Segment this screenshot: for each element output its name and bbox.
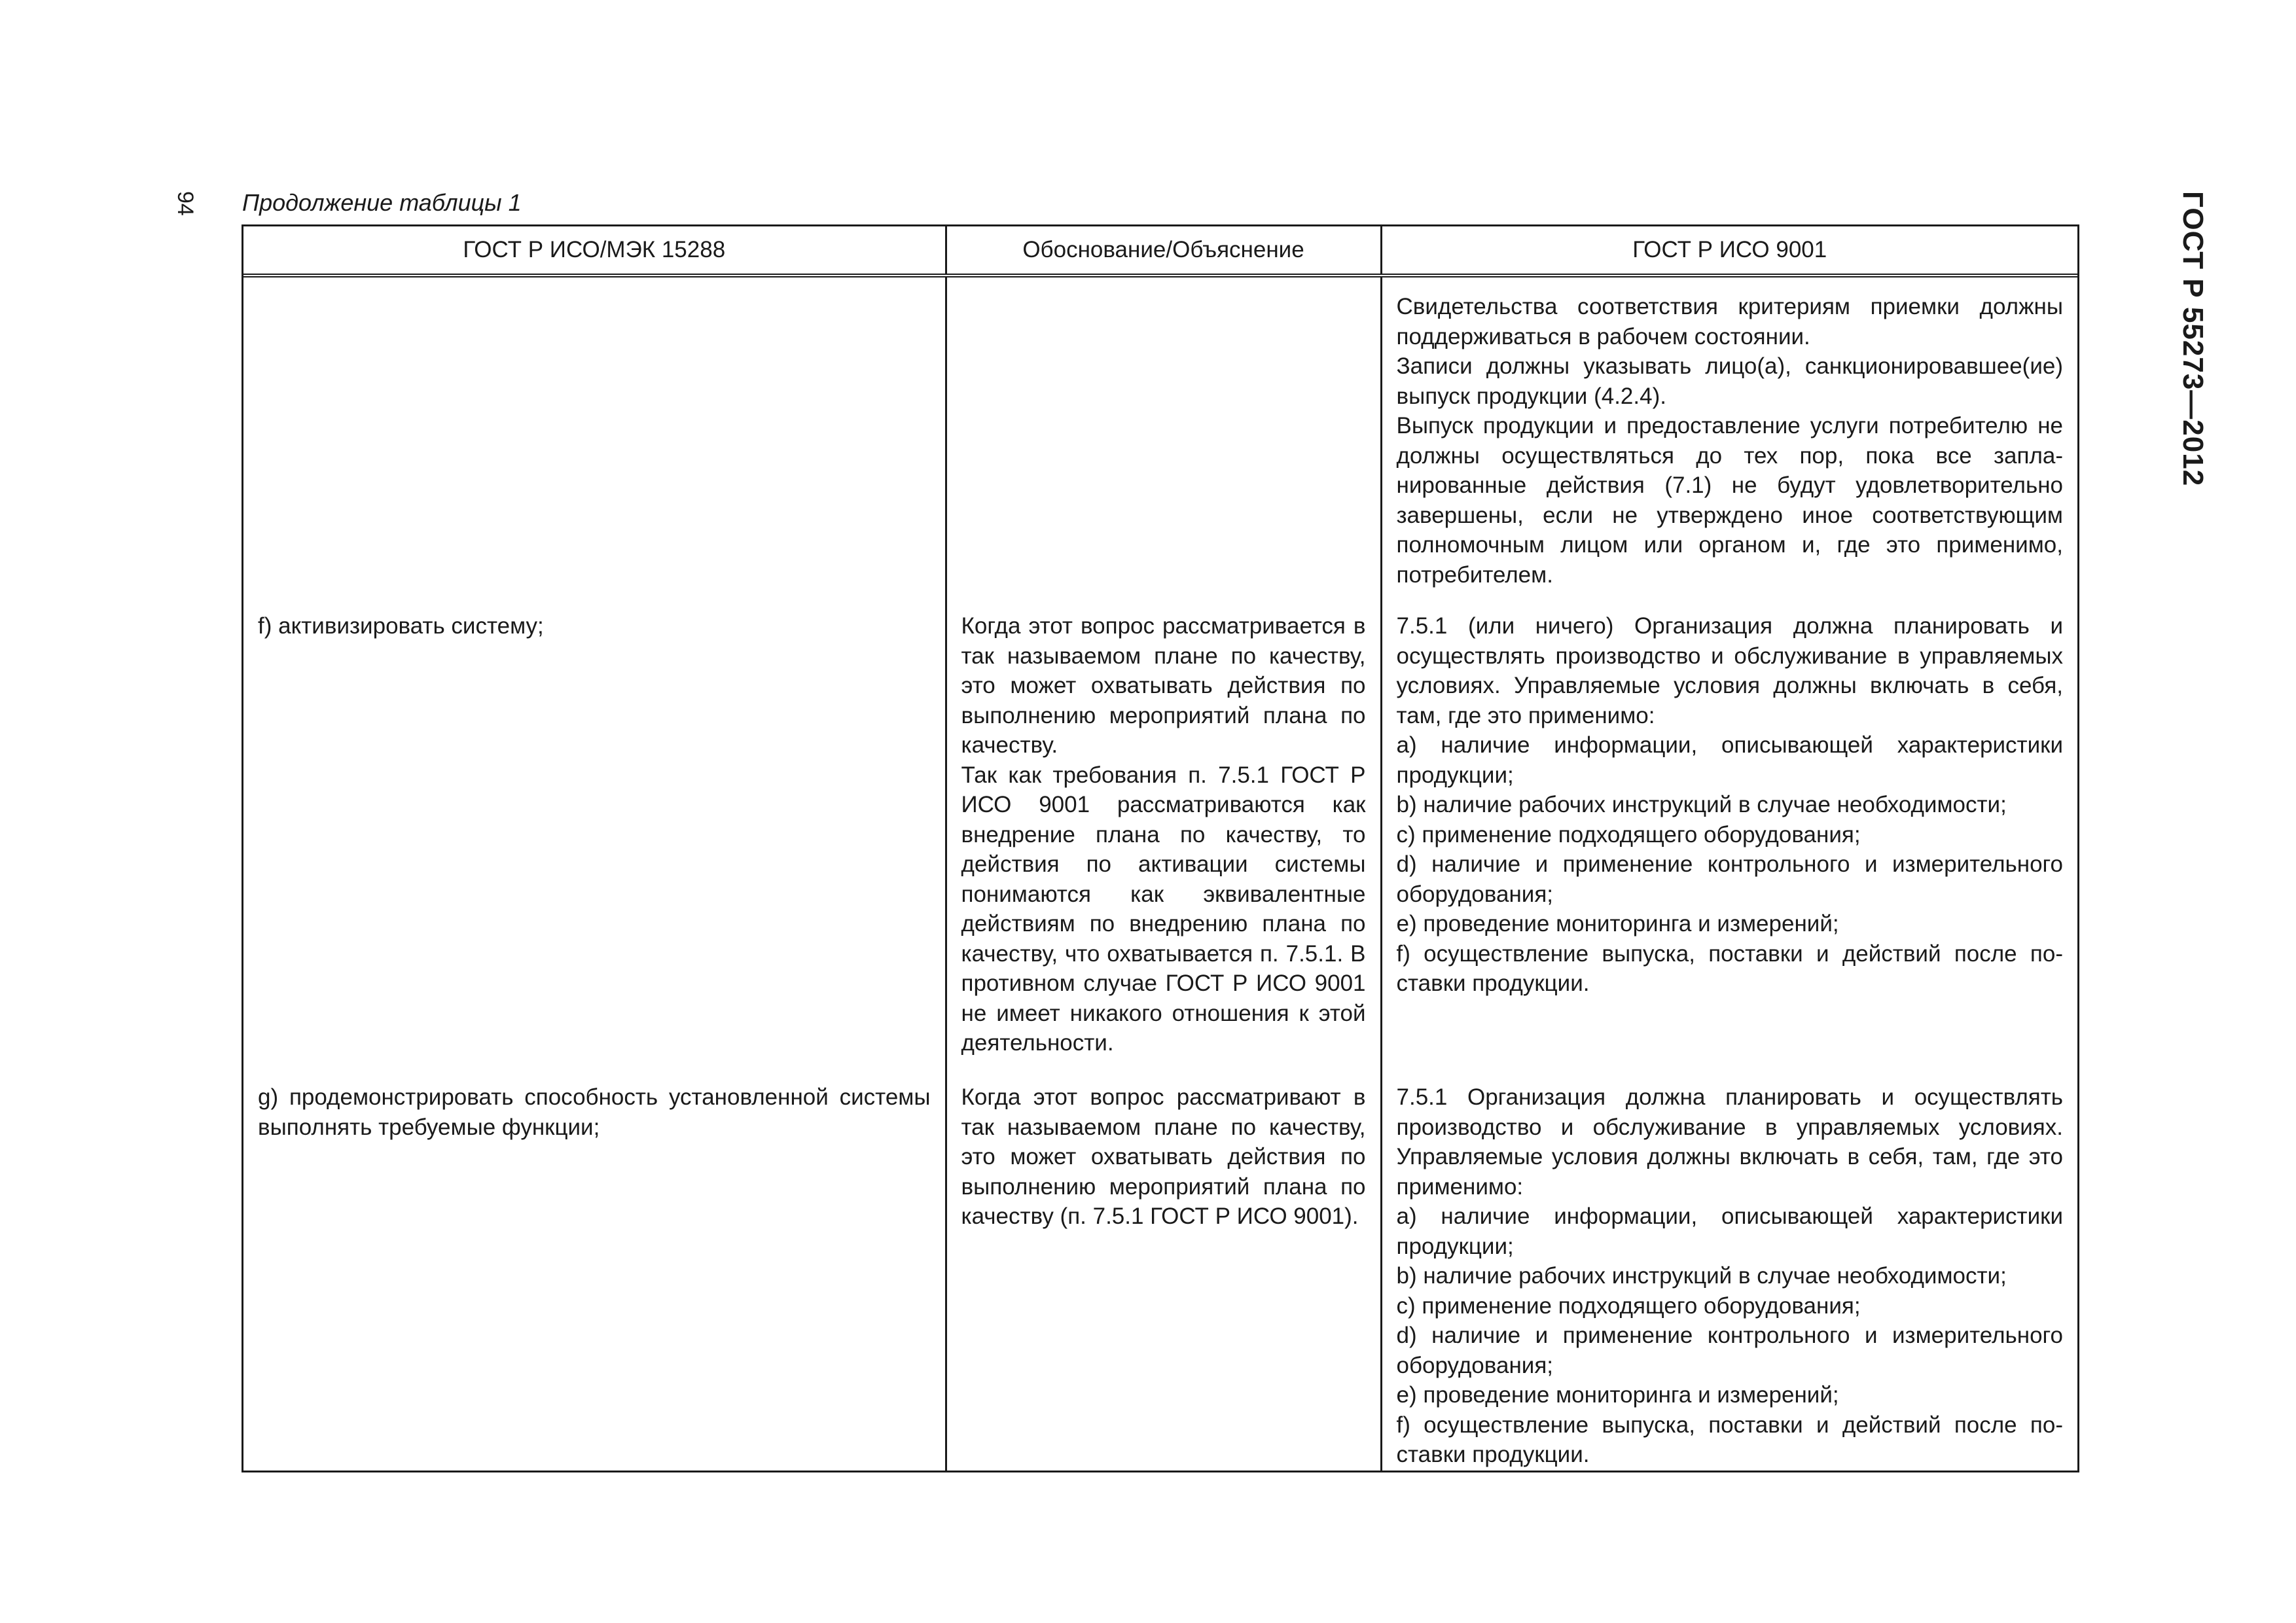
cell-paragraph: g) продемонстрировать способность установленной системы выполнять требуемые функции; [258,1084,931,1140]
cell-paragraph: 7.5.1 Организация должна планировать и осуществлять производство и обслуживание в управляемых условиях. Управляемые условия должны включать в себя, там, где это применимо: [1396,1084,2063,1200]
list-item: e) проведение мониторинга и измерений; [1396,911,1839,936]
cell-paragraph: Выпуск продукции и предоставление услуги потребителю не должны осуществляться до тех пор, пока все запланированные действия (7.1) не будут удовлетворительно завершены, если не утверждено иное соответствующим полномочным лицом или органом и, где это применимо, потребителем. [1396,413,2063,588]
comparison-table [242,224,2079,1472]
table-header-row [243,226,2077,276]
list-item: a) наличие информации, описывающей характеристики продукции; [1396,732,2063,788]
list-item: f) осуществление выпуска, поставки и действий после поставки продукции. [1396,940,2063,996]
cell-paragraph: Когда этот вопрос рассматривают в так называемом плане по качеству, это может охватывать действия по выполнению мероприятий плана по качеству (п. 7.5.1 ГОСТ Р ИСО 9001). [961,1084,1366,1229]
table-cell [243,603,946,1073]
table-cell [1381,276,2077,603]
list-item: c) применение подходящего оборудования; [1396,1293,1861,1319]
list-item: c) применение подходящего оборудования; [1396,821,1861,847]
column-header: ГОСТ Р ИСО/МЭК 15288 [243,226,946,276]
table-cell [243,1073,946,1471]
column-header: ГОСТ Р ИСО 9001 [1381,226,2077,276]
list-item: b) наличие рабочих инструкций в случае необходимости; [1396,792,2007,817]
page-number: 94 [173,191,198,216]
cell-paragraph: Свидетельства соответствия критериям приемки должны поддерживаться в рабочем состоянии. [1396,294,2063,349]
table-cell [946,276,1381,603]
list-item: d) наличие и применение контрольного и измерительного оборудования; [1396,851,2063,907]
table-cell [946,1073,1381,1471]
cell-paragraph: Записи должны указывать лицо(а), санкционировавшее(ие) выпуск продукции (4.2.4). [1396,353,2063,409]
table-row [243,1073,2077,1471]
table-row [243,276,2077,603]
cell-paragraph: 7.5.1 (или ничего) Организация должна планировать и осуществлять производство и обслуживание в управляемых условиях. Управляемые условия должны включать в себя, там, где это применимо: [1396,613,2063,728]
table-cell [243,276,946,603]
list-item: b) наличие рабочих инструкций в случае необходимости; [1396,1263,2007,1289]
cell-paragraph: Так как требования п. 7.5.1 ГОСТ Р ИСО 9001 рассматриваются как внедрение плана по качеству, то действия по активации системы понимаются как эквивалентные действиям по внедрению плана по качеству, что охватывается п. 7.5.1. В противном случае ГОСТ Р ИСО 9001 не имеет никакого отношения к этой деятельности. [961,762,1366,1056]
list-item: f) осуществление выпуска, поставки и действий после поставки продукции. [1396,1412,2063,1467]
list-item: a) наличие информации, описывающей характеристики продукции; [1396,1204,2063,1259]
table-row [243,603,2077,1073]
table-caption: Продолжение таблицы 1 [242,189,522,216]
table-cell [1381,603,2077,1073]
cell-paragraph: Когда этот вопрос рассматривается в так называемом плане по качеству, это может охватывать действия по выполнению мероприятий плана по качеству. [961,613,1366,758]
table-cell [946,603,1381,1073]
running-title: ГОСТ Р 55273—2012 [2177,191,2209,487]
cell-paragraph: f) активизировать систему; [258,613,544,639]
table-cell [1381,1073,2077,1471]
list-item: d) наличие и применение контрольного и измерительного оборудования; [1396,1323,2063,1378]
list-item: e) проведение мониторинга и измерений; [1396,1382,1839,1408]
column-header: Обоснование/Объяснение [946,226,1381,276]
